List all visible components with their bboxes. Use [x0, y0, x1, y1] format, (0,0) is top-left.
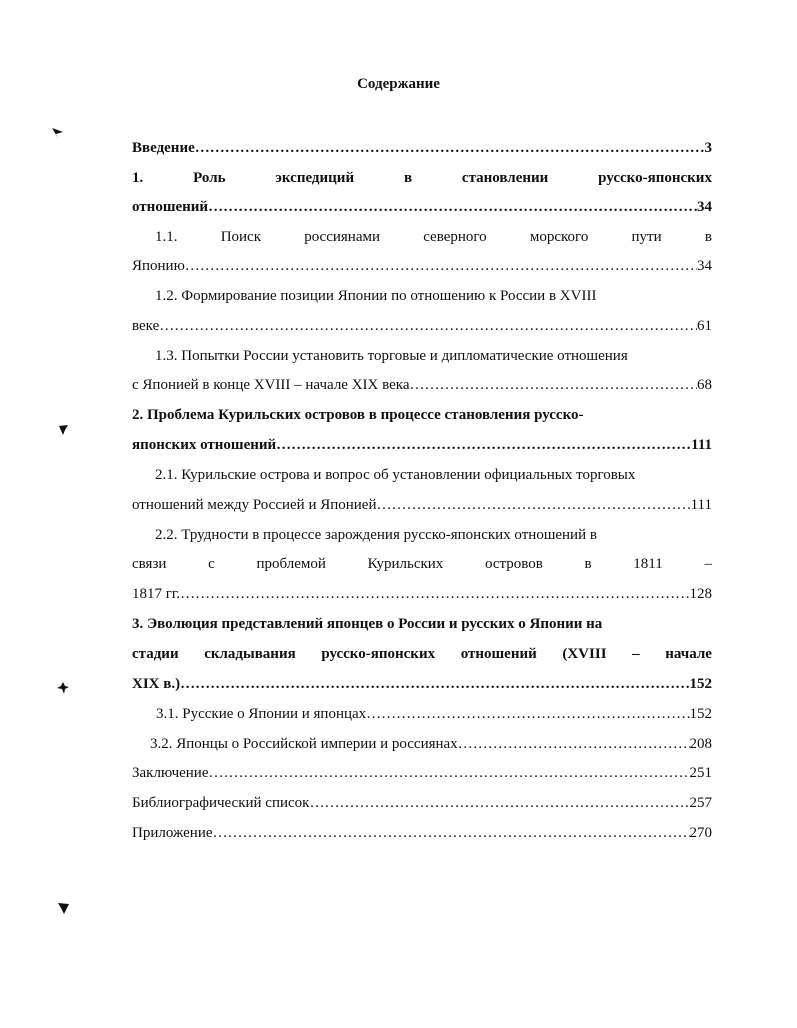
toc-entry-1-2-line2[interactable]: веке ………………………………………………………………………………………………………………………………………………………………………………………… 61 [132, 315, 712, 337]
toc-entry-1-3-line1[interactable]: 1.3. Попытки России установить торговые и дипломатические отношения [155, 348, 628, 364]
margin-mark-icon [57, 682, 69, 694]
margin-mark-icon [58, 424, 70, 436]
toc-entry-2-1-line1[interactable]: 2.1. Курильские острова и вопрос об установлении официальных торговых [155, 467, 636, 483]
toc-entry-section-2-line2[interactable]: японских отношений ………………………………………………………………………………………………………………………………………………………………………………………… 111 [132, 434, 712, 456]
toc-entry-section-3-line1[interactable]: 3. Эволюция представлений японцев о России и русских о Японии на [132, 616, 603, 632]
toc-entry-appendix[interactable]: Приложение ………………………………………………………………………………………………………………………………………………………………………………………… 270 [132, 822, 712, 844]
toc-entry-section-1-line2[interactable]: отношений ………………………………………………………………………………………………………………………………………………………………………………………… 34 [132, 196, 712, 218]
page-title: Содержание [357, 76, 440, 92]
toc-entry-bibliography[interactable]: Библиографический список ………………………………………………………………………………………………………………………………………………………………………………………… 257 [132, 792, 712, 814]
toc-entry-section-3-line3[interactable]: XIX в.) ………………………………………………………………………………………………………………………………………………………………………………………… 152 [132, 673, 712, 695]
toc-entry-2-2-line3[interactable]: 1817 гг. ………………………………………………………………………………………………………………………………………………………………………………………… 128 [132, 583, 712, 605]
toc-entry-section-2-line1[interactable]: 2. Проблема Курильских островов в процессе становления русско- [132, 407, 584, 423]
toc-entry-conclusion[interactable]: Заключение ………………………………………………………………………………………………………………………………………………………………………………………… 251 [132, 762, 712, 784]
toc-entry-1-3-line2[interactable]: с Японией в конце XVIII – начале XIX века ………………………………………………………………………………………………………………………………………………………………………………………… 68 [132, 374, 712, 396]
toc-entry-2-1-line2[interactable]: отношений между Россией и Японией ………………………………………………………………………………………………………………………………………………………………………………………… 111 [132, 494, 712, 516]
toc-entry-3-2[interactable]: 3.2. Японцы о Российской империи и россиянах ………………………………………………………………………………………………………………………………………………………………………………………… 208 [150, 733, 712, 755]
margin-mark-icon [58, 902, 70, 914]
toc-entry-2-2-line1[interactable]: 2.2. Трудности в процессе зарождения русско-японских отношений в [155, 527, 597, 543]
toc-entry-section-3-line2[interactable]: стадии складывания русско-японских отношений (XVIII – начале [132, 646, 712, 662]
toc-entry-1-1-line1[interactable]: 1.1. Поиск россиянами северного морского пути в [155, 229, 712, 245]
toc-entry-section-1-line1[interactable]: 1. Роль экспедиций в становлении русско-японских [132, 170, 712, 186]
toc-entry-1-1-line2[interactable]: Японию ………………………………………………………………………………………………………………………………………………………………………………………… 34 [132, 255, 712, 277]
toc-entry-1-2-line1[interactable]: 1.2. Формирование позиции Японии по отношению к России в XVIII [155, 288, 597, 304]
margin-mark-icon [52, 126, 64, 138]
toc-entry-2-2-line2[interactable]: связи с проблемой Курильских островов в 1811 – [132, 556, 712, 572]
toc-entry-intro[interactable]: Введение ………………………………………………………………………………………………………………………………………………………………………………………… 3 [132, 137, 712, 159]
toc-entry-3-1[interactable]: 3.1. Русские о Японии и японцах ………………………………………………………………………………………………………………………………………………………………………………………… 152 [156, 703, 712, 725]
